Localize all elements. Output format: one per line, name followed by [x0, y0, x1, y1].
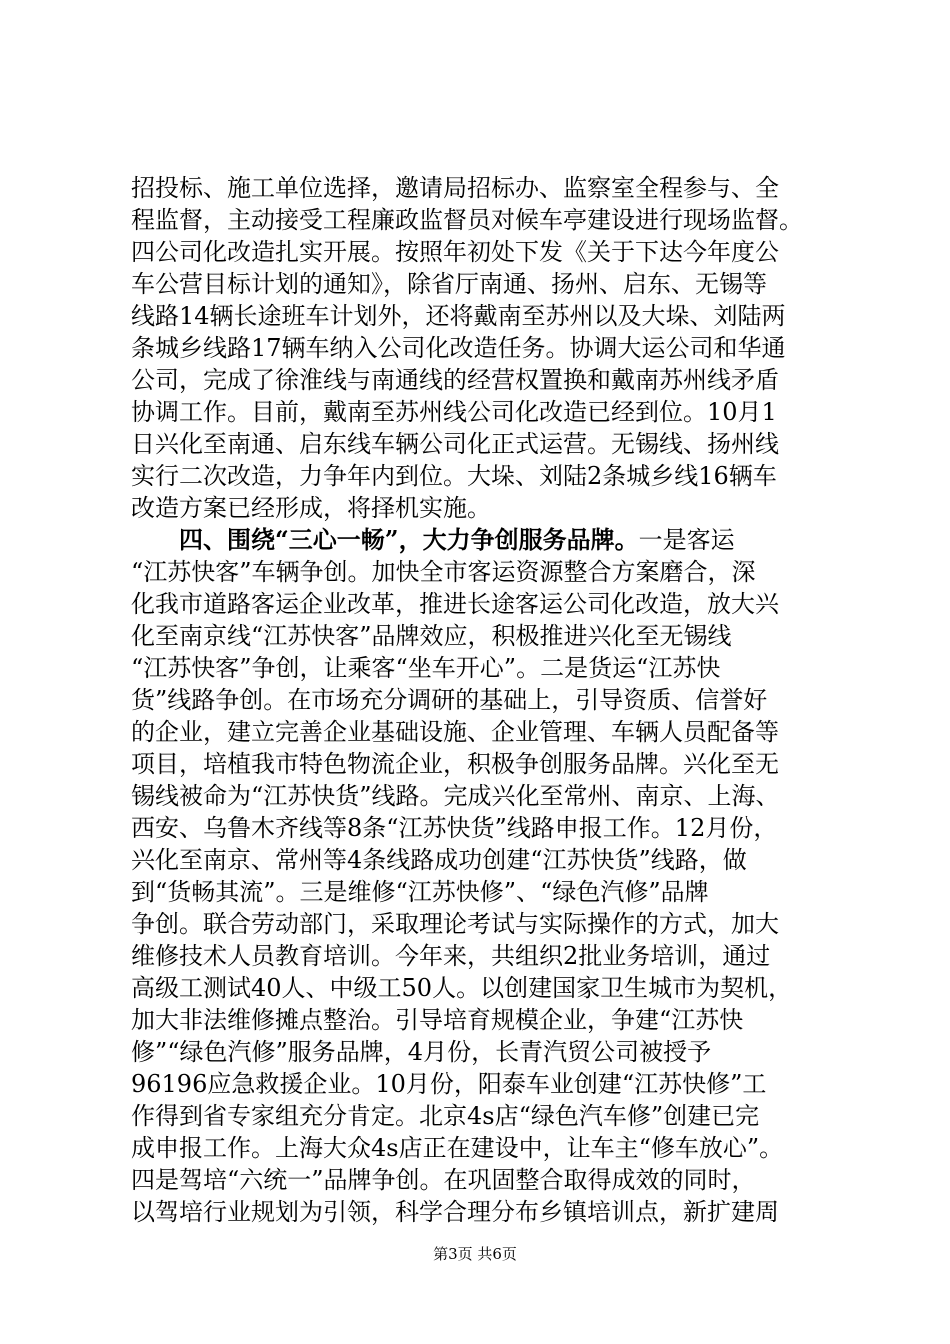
text-line: 化我市道路客运企业改革，推进长途客运公司化改造，放大兴: [131, 590, 779, 618]
text-line: 化至南京线“江苏快客”品牌效应，积极推进兴化至无锡线: [131, 622, 732, 650]
text-line: 改造方案已经形成，将择机实施。: [131, 494, 491, 522]
body-text: [131, 172, 831, 1228]
text-line: 车公营目标计划的通知》，除省厅南通、扬州、启东、无锡等: [131, 270, 767, 298]
text-line: 维修技术人员教育培训。今年来，共组织2批业务培训，通过: [131, 942, 771, 970]
text-line: 高级工测试40人、中级工50人。以创建国家卫生城市为契机，: [131, 974, 793, 1002]
text-line: 96196应急救援企业。10月份，阳泰车业创建“江苏快修”工: [131, 1070, 767, 1098]
text-line: 实行二次改造，力争年内到位。大垛、刘陆2条城乡线16辆车: [131, 462, 777, 490]
section-first-line: [131, 524, 831, 556]
text-line: 程监督，主动接受工程廉政监督员对候车亭建设进行现场监督。: [131, 206, 803, 234]
text-line: 兴化至南京、常州等4条线路成功创建“江苏快货”线路，做: [131, 846, 747, 874]
text-line: 的企业，建立完善企业基础设施、企业管理、车辆人员配备等: [131, 718, 779, 746]
text-line: 到“货畅其流”。三是维修“江苏快修”、“绿色汽修”品牌: [131, 878, 709, 906]
text-line: 项目，培植我市特色物流企业，积极争创服务品牌。兴化至无: [131, 750, 779, 778]
page-number: 第3页 共6页: [433, 1245, 517, 1263]
text-line: 修”“绿色汽修”服务品牌，4月份，长青汽贸公司被授予: [131, 1038, 712, 1066]
section-heading: 四、围绕“三心一畅”，大力争创服务品牌。: [179, 525, 639, 554]
text-line: 以驾培行业规划为引领，科学合理分布乡镇培训点，新扩建周: [131, 1198, 779, 1226]
text-line: 作得到省专家组充分肯定。北京4s店“绿色汽车修”创建已完: [131, 1102, 760, 1130]
text-line: 线路14辆长途班车计划外，还将戴南至苏州以及大垛、刘陆两: [131, 302, 786, 330]
text-line: 招投标、施工单位选择，邀请局招标办、监察室全程参与、全: [131, 174, 779, 202]
text-line: 成申报工作。上海大众4s店正在建设中，让车主“修车放心”。: [131, 1134, 784, 1162]
text-line: 锡线被命为“江苏快货”线路。完成兴化至常州、南京、上海、: [131, 782, 780, 810]
text-line: 协调工作。目前，戴南至苏州线公司化改造已经到位。10月1: [131, 398, 777, 426]
text-line: 四是驾培“六统一”品牌争创。在巩固整合取得成效的同时，: [131, 1166, 756, 1194]
page-footer: [0, 1244, 950, 1264]
text-line: 四公司化改造扎实开展。按照年初处下发《关于下达今年度公: [131, 238, 779, 266]
text-line: “江苏快客”车辆争创。加快全市客运资源整合方案磨合，深: [131, 558, 756, 586]
section-first-line-rest: 一是客运: [638, 526, 735, 554]
text-line: 公司，完成了徐淮线与南通线的经营权置换和戴南苏州线矛盾: [131, 366, 779, 394]
text-line: 条城乡线路17辆车纳入公司化改造任务。协调大运公司和华通: [131, 334, 786, 362]
text-line: 加大非法维修摊点整治。引导培育规模企业，争建“江苏快: [131, 1006, 744, 1034]
text-line: 货”线路争创。在市场充分调研的基础上，引导资质、信誉好: [131, 686, 768, 714]
text-line: 日兴化至南通、启东线车辆公司化正式运营。无锡线、扬州线: [131, 430, 779, 458]
text-line: “江苏快客”争创，让乘客“坐车开心”。二是货运“江苏快: [131, 654, 721, 682]
text-line: 争创。联合劳动部门，采取理论考试与实际操作的方式，加大: [131, 910, 779, 938]
text-line: 西安、乌鲁木齐线等8条“江苏快货”线路申报工作。12月份，: [131, 814, 778, 842]
